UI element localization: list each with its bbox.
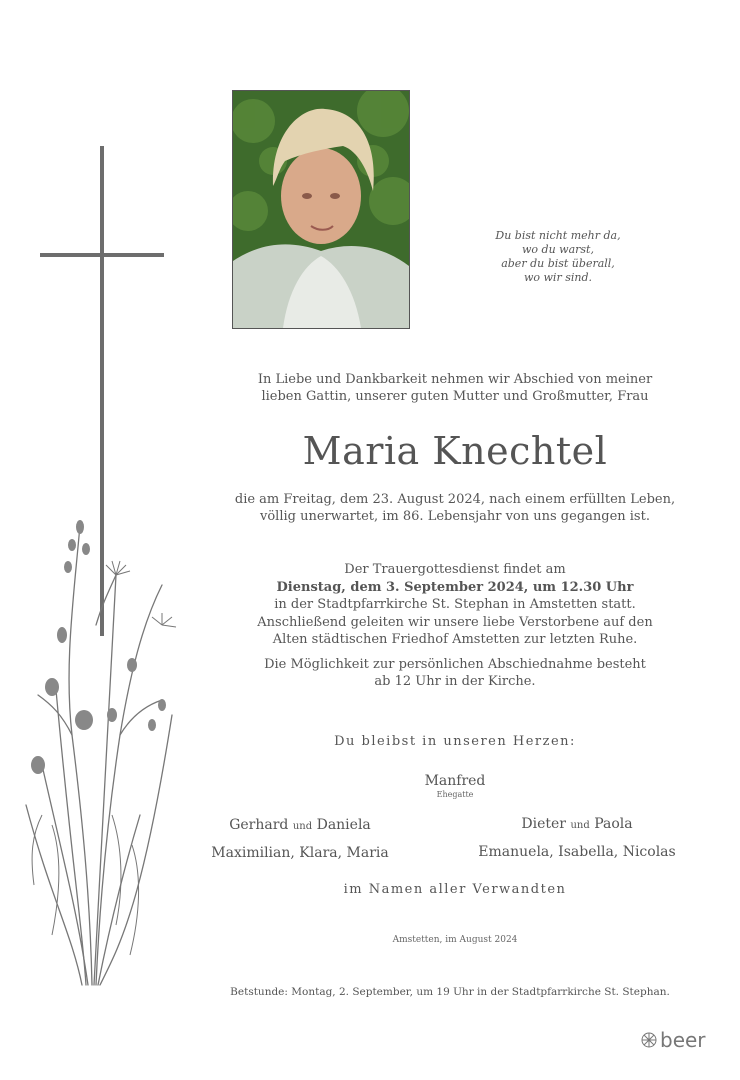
service-date: Dienstag, dem 3. September 2024, um 12.30 Uhr (276, 579, 634, 595)
spouse-role: Ehegatte (436, 790, 474, 799)
cross-horizontal-bar (40, 253, 164, 257)
service-line: in der Stadtpfarrkirche St. Stephan in Amstetten statt. (274, 597, 636, 612)
beer-logo (640, 1028, 710, 1052)
intro-line: lieben Gattin, unserer guten Mutter und Großmutter, Frau (261, 389, 649, 404)
quote-line: wo wir sind. (523, 271, 592, 284)
farewell-info (205, 656, 705, 690)
logo-text: beer (660, 1028, 706, 1052)
family-member: Paola (594, 816, 633, 832)
intro-text (205, 371, 705, 405)
family-member: Daniela (316, 817, 371, 833)
relatives-line: im Namen aller Verwandten (343, 882, 567, 897)
family-member: Gerhard (229, 817, 289, 833)
farewell-line: Die Möglichkeit zur persönlichen Abschiednahme besteht (264, 657, 646, 672)
died-line: völlig unerwartet, im 86. Lebensjahr von uns gegangen ist. (260, 509, 650, 524)
hearts-heading: Du bleibst in unseren Herzen: (334, 734, 576, 749)
prayer-hour: Betstunde: Montag, 2. September, um 19 Uhr in der Stadtpfarrkirche St. Stephan. (230, 986, 670, 998)
service-line: Der Trauergottesdienst findet am (344, 562, 566, 577)
family-couple (205, 812, 395, 840)
quote-line: aber du bist überall, (501, 257, 615, 270)
spouse-name: Manfred (424, 773, 486, 789)
quote-line: wo du warst, (522, 243, 594, 256)
death-notice-text (205, 491, 705, 525)
place-date: Amstetten, im August 2024 (392, 935, 518, 945)
service-line: Anschließend geleiten wir unsere liebe Verstorbene auf den (257, 614, 653, 630)
family-conjunction: und (292, 821, 313, 832)
spouse (205, 773, 705, 800)
family-conjunction: und (570, 820, 590, 831)
family-right (462, 811, 692, 865)
family-children: Emanuela, Isabella, Nicolas (478, 844, 676, 860)
dandelion-icon (640, 1031, 658, 1049)
memorial-quote (478, 229, 638, 285)
quote-line: Du bist nicht mehr da, (495, 229, 621, 242)
family-children: Maximilian, Klara, Maria (211, 845, 389, 861)
wildflower-illustration (12, 515, 192, 990)
family-couple (462, 811, 692, 839)
farewell-line: ab 12 Uhr in der Kirche. (374, 674, 536, 689)
service-line: Alten städtischen Friedhof Amstetten zur letzten Ruhe. (272, 632, 638, 647)
intro-line: In Liebe und Dankbarkeit nehmen wir Abschied von meiner (257, 372, 653, 387)
family-left (205, 812, 395, 866)
died-line: die am Freitag, dem 23. August 2024, nach einem erfüllten Leben, (234, 492, 676, 507)
family-member: Dieter (521, 816, 566, 832)
portrait-photo (232, 90, 410, 329)
funeral-service-info (205, 561, 705, 649)
deceased-name: Maria Knechtel (302, 429, 608, 473)
